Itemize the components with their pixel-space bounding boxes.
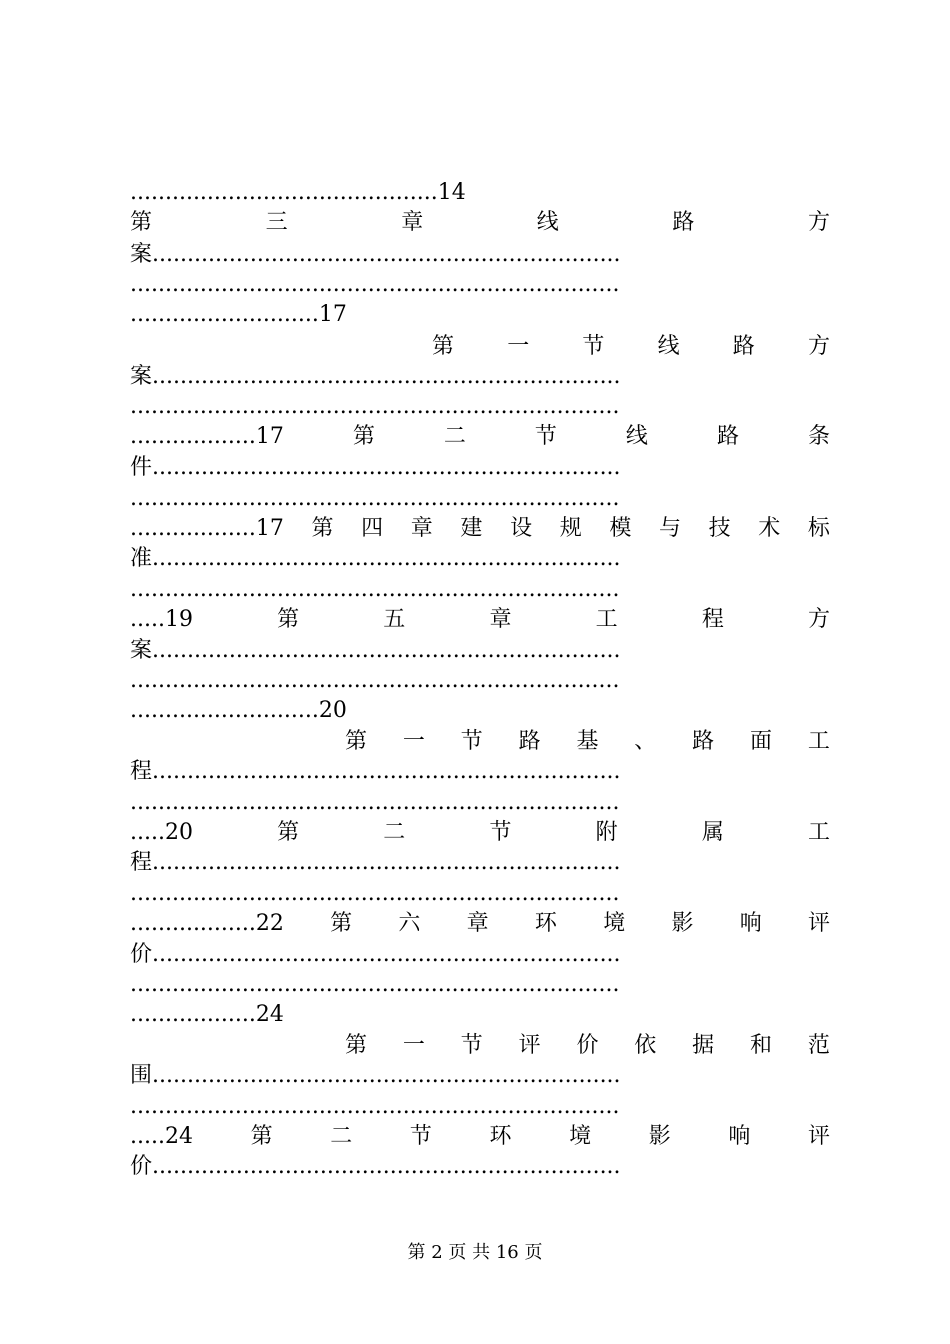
toc-chapter-3-title: 第 三 章 线 路 方 — [130, 210, 830, 235]
toc-chapter-4-title: ..................17 第 四 章 建 设 规 模 与 技 术 标 — [130, 516, 830, 541]
toc-line: ...................................................................... — [130, 668, 620, 693]
toc-line: 案................................................................... — [130, 242, 621, 267]
toc-line: ...................................................................... — [130, 790, 620, 815]
toc-line: 件................................................................... — [130, 455, 621, 480]
toc-line: 案................................................................... — [130, 638, 621, 663]
toc-line: 程................................................................... — [130, 759, 621, 784]
toc-line: ...................................................................... — [130, 577, 620, 602]
toc-chapter-6-title: ..................22 第 六 章 环 境 影 响 评 — [130, 911, 830, 936]
toc-line: ...................................................................... — [130, 394, 620, 419]
toc-line: ...................................................................... — [130, 881, 620, 906]
toc-line: 围................................................................... — [130, 1063, 621, 1088]
toc-section-title: .....20 第 二 节 附 属 工 — [130, 820, 830, 845]
toc-line: 价................................................................... — [130, 942, 621, 967]
toc-line: ...................................................................... — [130, 972, 620, 997]
toc-line: ...........................20 — [130, 698, 347, 723]
toc-section-title: 第 一 节 评 价 依 据 和 范 — [345, 1033, 830, 1058]
toc-line: ...........................17 — [130, 302, 347, 327]
toc-line: 程................................................................... — [130, 850, 621, 875]
toc-section-1-title: 第 一 节 线 路 方 — [432, 334, 830, 359]
toc-line: ...................................................................... — [130, 1094, 620, 1119]
toc-line: ............................................14 — [130, 180, 466, 205]
toc-line: 价................................................................... — [130, 1154, 621, 1179]
toc-line: ...................................................................... — [130, 272, 620, 297]
toc-section-title: .....24 第 二 节 环 境 影 响 评 — [130, 1124, 830, 1149]
toc-chapter-5-title: .....19 第 五 章 工 程 方 — [130, 607, 830, 632]
page-footer: 第 2 页 共 16 页 — [407, 1242, 543, 1263]
toc-line: ...................................................................... — [130, 486, 620, 511]
toc-section-2-title: ..................17 第 二 节 线 路 条 — [130, 424, 830, 449]
toc-section-title: 第 一 节 路 基 、 路 面 工 — [345, 729, 830, 754]
toc-line: ..................24 — [130, 1002, 284, 1027]
toc-line: 案................................................................... — [130, 364, 621, 389]
toc-line: 准................................................................... — [130, 546, 621, 571]
